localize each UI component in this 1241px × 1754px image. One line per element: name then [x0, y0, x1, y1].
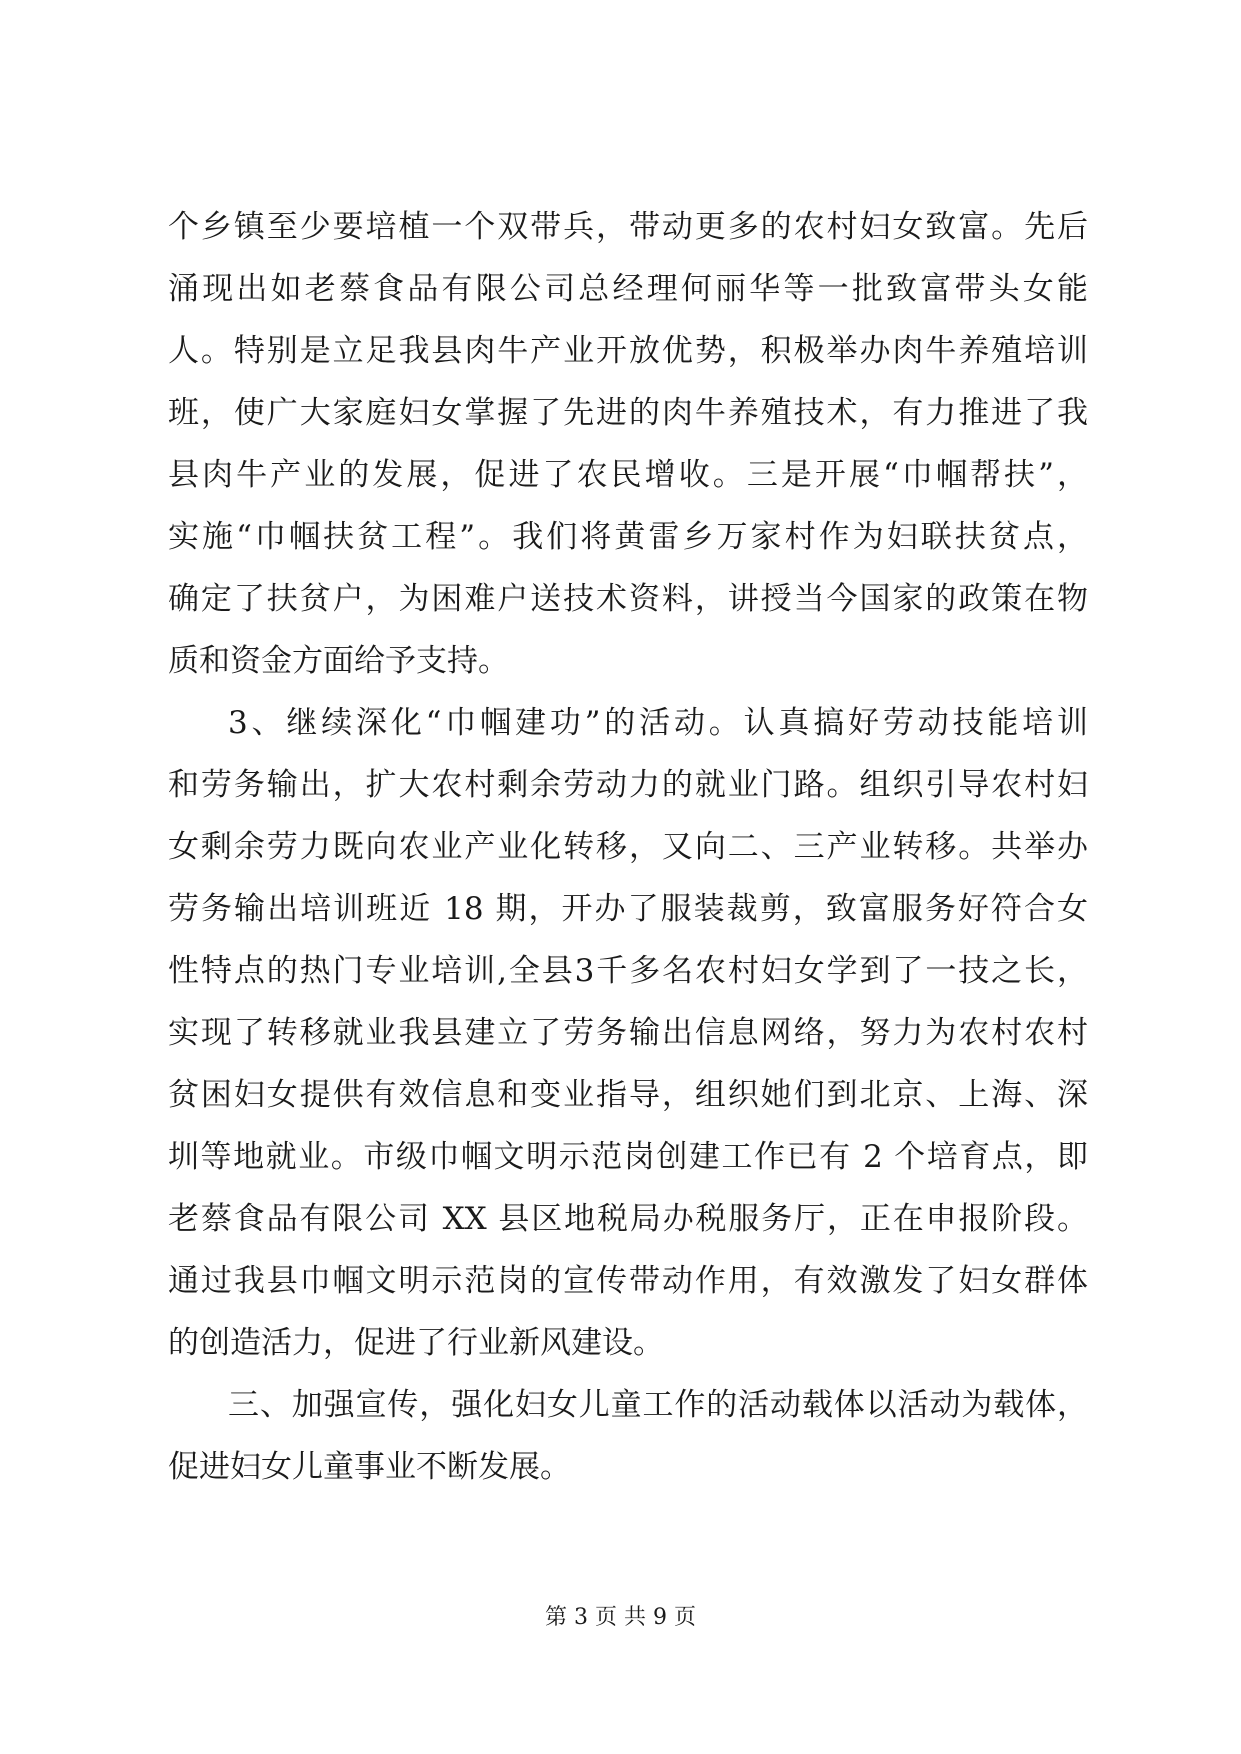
text-line: 质和资金方面给予支持。	[168, 643, 509, 679]
text-line: 的创造活力，促进了行业新风建设。	[168, 1325, 664, 1361]
text-line: 人。特别是立足我县肉牛产业开放优势，积极举办肉牛养殖培训	[168, 333, 1088, 369]
text-line: 贫困妇女提供有效信息和变业指导，组织她们到北京、上海、深	[168, 1077, 1088, 1113]
text-line: 实现了转移就业我县建立了劳务输出信息网络，努力为农村农村	[168, 1015, 1088, 1051]
text-line: 女剩余劳力既向农业产业化转移，又向二、三产业转移。共举办	[168, 829, 1088, 865]
text-line: 和劳务输出，扩大农村剩余劳动力的就业门路。组织引导农村妇	[168, 767, 1088, 803]
text-line: 实施“巾帼扶贫工程”。我们将黄雷乡万家村作为妇联扶贫点，	[168, 519, 1088, 555]
text-line: 圳等地就业。市级巾帼文明示范岗创建工作已有 2 个培育点，即	[168, 1139, 1088, 1175]
text-line: 班，使广大家庭妇女掌握了先进的肉牛养殖技术，有力推进了我	[168, 395, 1088, 431]
text-line: 涌现出如老蔡食品有限公司总经理何丽华等一批致富带头女能	[168, 271, 1088, 307]
paragraph-start-line: 3、继续深化“巾帼建功”的活动。认真搞好劳动技能培训	[228, 705, 1088, 741]
text-line: 促进妇女儿童事业不断发展。	[168, 1449, 571, 1485]
text-line: 性特点的热门专业培训,全县3千多名农村妇女学到了一技之长，	[168, 953, 1088, 989]
text-line: 确定了扶贫户，为困难户送技术资料，讲授当今国家的政策在物	[168, 581, 1088, 617]
text-line: 个乡镇至少要培植一个双带兵，带动更多的农村妇女致富。先后	[168, 209, 1088, 245]
text-line: 劳务输出培训班近 18 期，开办了服装裁剪，致富服务好符合女	[168, 891, 1088, 927]
page-number-footer: 第 3 页 共 9 页	[545, 1605, 696, 1630]
text-line: 县肉牛产业的发展，促进了农民增收。三是开展“巾帼帮扶”，	[168, 457, 1088, 493]
text-line: 老蔡食品有限公司 XX 县区地税局办税服务厅，正在申报阶段。	[168, 1201, 1088, 1237]
section-heading-line: 三、加强宣传，强化妇女儿童工作的活动载体以活动为载体，	[228, 1387, 1088, 1423]
text-line: 通过我县巾帼文明示范岗的宣传带动作用，有效激发了妇女群体	[168, 1263, 1088, 1299]
